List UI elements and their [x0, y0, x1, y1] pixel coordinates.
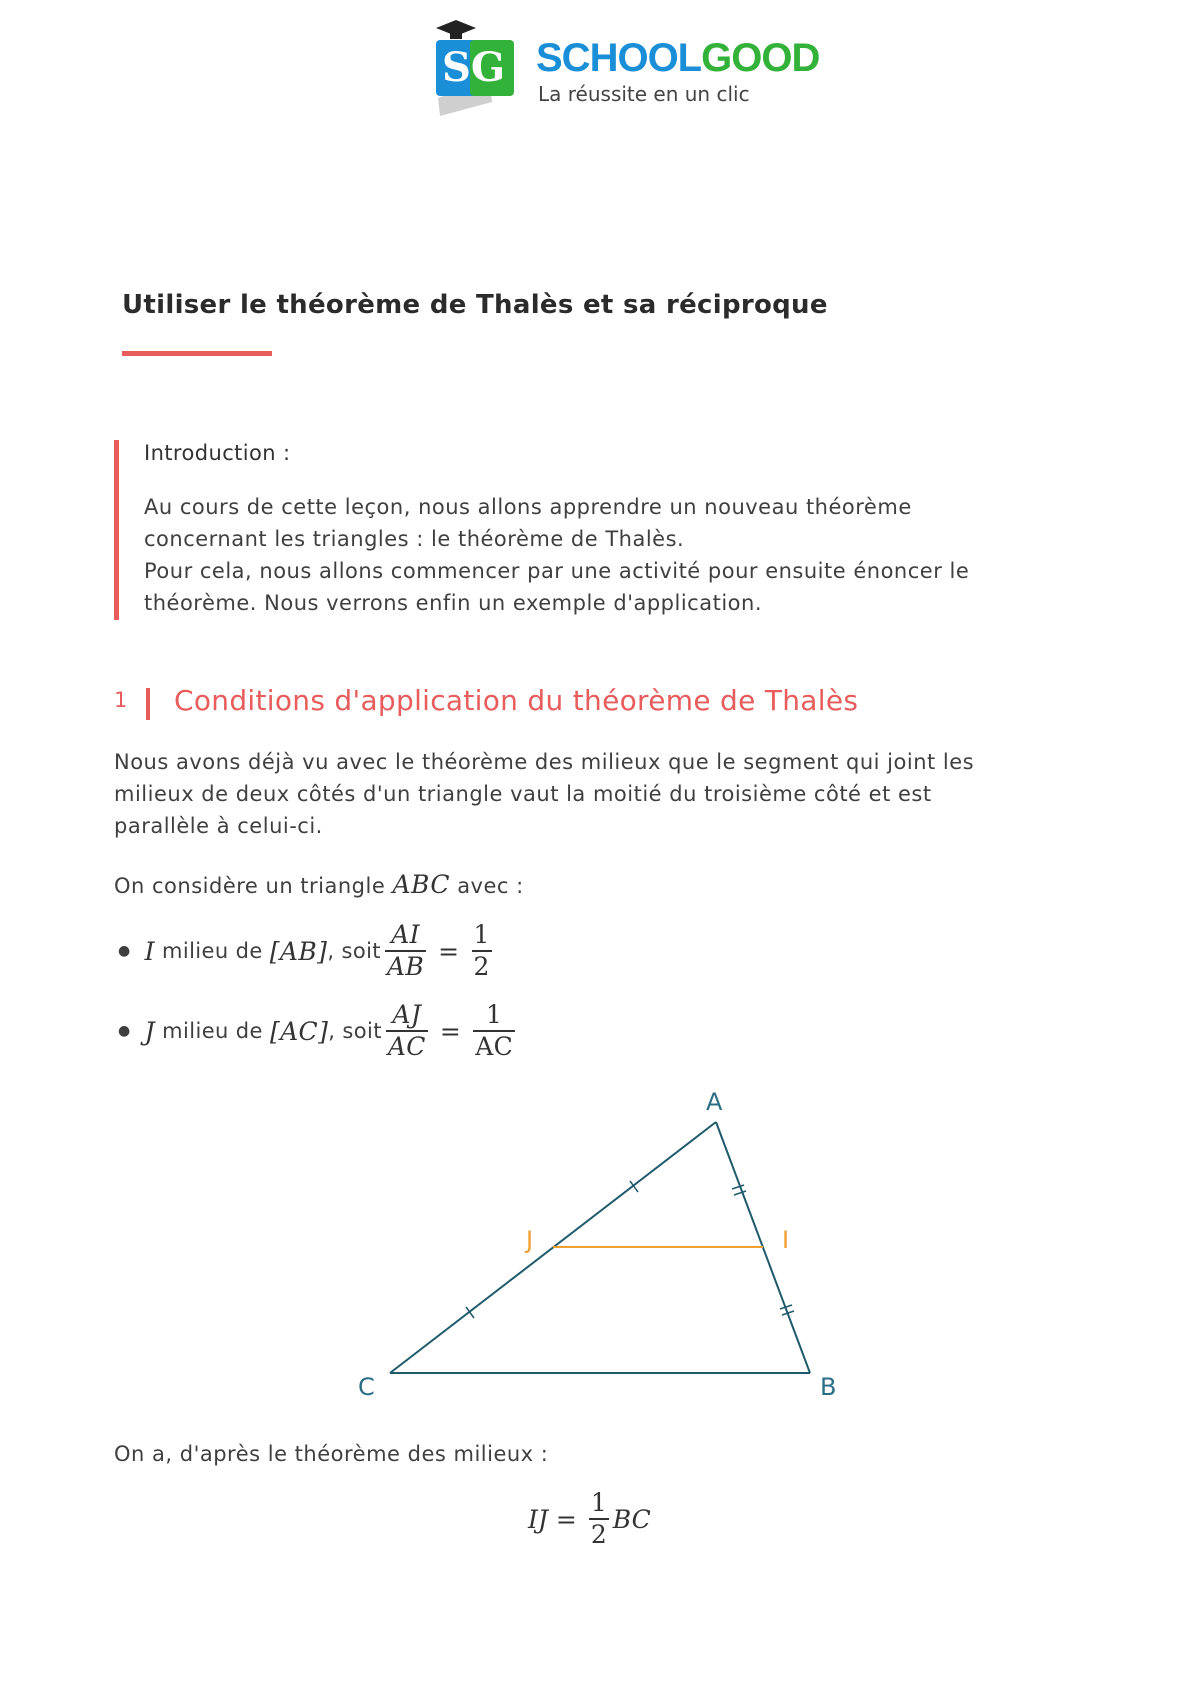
bullet-text: , soit [327, 939, 381, 963]
label-c: C [358, 1373, 375, 1401]
math-point: I [144, 936, 155, 966]
fraction-denominator: AC [387, 1032, 426, 1061]
intro-line: Au cours de cette leçon, nous allons apprendre un nouveau théorème [144, 495, 912, 519]
fraction [472, 920, 492, 982]
fraction [473, 1000, 515, 1062]
fraction [589, 1488, 609, 1550]
label-a: A [706, 1088, 723, 1116]
paragraph-triangle-abc [114, 869, 524, 902]
formula-rhs: BC [612, 1504, 651, 1534]
logo-monogram: SG [442, 44, 506, 91]
fraction-denominator: AC [475, 1032, 514, 1061]
math-segment: [AB] [269, 936, 328, 966]
section-number: 1 [114, 688, 128, 712]
paragraph-conclusion: On a, d'après le théorème des milieux : [114, 1442, 549, 1466]
intro-line: théorème. Nous verrons enfin un exemple d'application. [144, 591, 762, 615]
fraction-numerator: 1 [473, 920, 490, 949]
fraction-denominator: AB [386, 952, 425, 981]
equals-sign: = [555, 1504, 577, 1534]
title-underline [122, 351, 272, 356]
fraction [385, 920, 426, 982]
section-title: Conditions d'application du théorème de Thalès [174, 684, 859, 717]
math-point: J [144, 1016, 156, 1046]
bullet-text: milieu de [161, 939, 263, 963]
page-title: Utiliser le théorème de Thalès et sa réciproque [122, 290, 828, 320]
schoolgood-logo [430, 18, 820, 118]
list-item [118, 1000, 519, 1062]
equals-sign: = [438, 936, 460, 966]
label-j: J [526, 1226, 534, 1254]
fraction-numerator: 1 [486, 1000, 503, 1029]
paragraph-line: parallèle à celui-ci. [114, 814, 323, 838]
intro-line: concernant les triangles : le théorème de Thalès. [144, 527, 685, 551]
fraction-numerator: 1 [590, 1488, 607, 1517]
intro-line: Pour cela, nous allons commencer par une activité pour ensuite énoncer le [144, 559, 970, 583]
bullet-icon: ● [118, 1023, 131, 1039]
section-accent-bar [146, 688, 150, 720]
brand-name-school: SCHOOL [536, 36, 702, 80]
formula-ij [528, 1488, 651, 1550]
brand-name-good: GOOD [701, 36, 820, 80]
list-item [118, 920, 496, 982]
triangle-diagram [340, 1080, 870, 1420]
math-segment: [AC] [269, 1016, 329, 1046]
brand-name [536, 38, 819, 78]
label-b: B [820, 1373, 837, 1401]
fraction [386, 1000, 428, 1062]
fraction-denominator: 2 [590, 1520, 607, 1549]
paragraph-line: Nous avons déjà vu avec le théorème des milieux que le segment qui joint les [114, 750, 975, 774]
fraction-denominator: 2 [473, 952, 490, 981]
fraction-numerator: AJ [392, 1000, 422, 1029]
equals-sign: = [439, 1016, 462, 1046]
math-abc: ABC [392, 870, 450, 899]
intro-text [144, 491, 1084, 619]
paragraph-line: milieux de deux côtés d'un triangle vaut la moitié du troisième côté et est [114, 782, 932, 806]
formula-lhs: IJ [528, 1504, 548, 1534]
intro-heading: Introduction : [144, 441, 291, 465]
fraction-numerator: AI [391, 920, 420, 949]
paragraph-midpoint-theorem [114, 746, 1074, 842]
label-i: I [782, 1226, 790, 1254]
paragraph-text: avec : [457, 874, 524, 898]
bullet-icon: ● [118, 943, 131, 959]
bullet-text: , soit [328, 1019, 382, 1043]
paragraph-text: On considère un triangle [114, 874, 386, 898]
intro-accent-bar [114, 440, 119, 620]
brand-tagline: La réussite en un clic [538, 82, 750, 106]
bullet-text: milieu de [162, 1019, 263, 1043]
